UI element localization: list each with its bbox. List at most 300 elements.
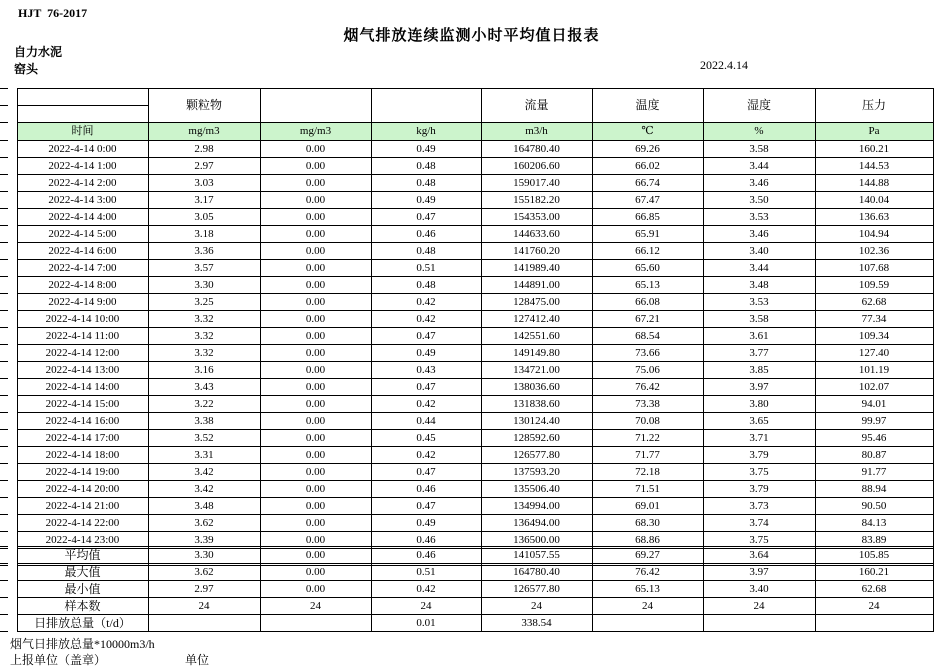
value-cell: 0.46 bbox=[371, 532, 481, 549]
column-group-header: 温度 bbox=[592, 89, 703, 123]
time-cell: 2022-4-14 21:00 bbox=[17, 498, 148, 515]
value-cell: 0.00 bbox=[260, 226, 371, 243]
sheet-edge-gap bbox=[8, 464, 17, 481]
value-cell: 69.26 bbox=[592, 141, 703, 158]
sheet-edge-gap bbox=[8, 209, 17, 226]
sheet-edge-gap bbox=[8, 106, 17, 123]
value-cell: 0.00 bbox=[260, 362, 371, 379]
value-cell: 0.42 bbox=[371, 294, 481, 311]
table-row bbox=[0, 498, 933, 515]
summary-value-cell: 24 bbox=[592, 598, 703, 615]
value-cell: 136494.00 bbox=[481, 515, 592, 532]
value-cell: 0.00 bbox=[260, 464, 371, 481]
value-cell: 66.02 bbox=[592, 158, 703, 175]
sheet-edge-gap bbox=[8, 123, 17, 141]
value-cell: 3.46 bbox=[703, 175, 815, 192]
sheet-row-edge-stub bbox=[0, 615, 8, 632]
value-cell: 0.00 bbox=[260, 260, 371, 277]
value-cell: 3.22 bbox=[148, 396, 260, 413]
summary-value-cell: 24 bbox=[260, 598, 371, 615]
sheet-row-edge-stub bbox=[0, 106, 8, 123]
summary-label: 平均值 bbox=[17, 547, 148, 564]
value-cell: 0.00 bbox=[260, 311, 371, 328]
value-cell: 62.68 bbox=[815, 294, 933, 311]
value-cell: 2.97 bbox=[148, 158, 260, 175]
value-cell: 0.44 bbox=[371, 413, 481, 430]
value-cell: 0.00 bbox=[260, 532, 371, 549]
time-cell: 2022-4-14 23:00 bbox=[17, 532, 148, 549]
summary-value-cell bbox=[592, 615, 703, 632]
value-cell: 66.12 bbox=[592, 243, 703, 260]
summary-value-cell: 164780.40 bbox=[481, 564, 592, 581]
value-cell: 65.91 bbox=[592, 226, 703, 243]
value-cell: 67.47 bbox=[592, 192, 703, 209]
value-cell: 88.94 bbox=[815, 481, 933, 498]
value-cell: 3.05 bbox=[148, 209, 260, 226]
value-cell: 0.45 bbox=[371, 430, 481, 447]
summary-value-cell: 105.85 bbox=[815, 547, 933, 564]
value-cell: 3.46 bbox=[703, 226, 815, 243]
sheet-row-edge-stub bbox=[0, 464, 8, 481]
column-group-header-empty bbox=[260, 89, 371, 123]
sheet-edge-gap bbox=[8, 226, 17, 243]
value-cell: 3.62 bbox=[148, 515, 260, 532]
value-cell: 136500.00 bbox=[481, 532, 592, 549]
table-row bbox=[0, 141, 933, 158]
sheet-edge-gap bbox=[8, 515, 17, 532]
value-cell: 75.06 bbox=[592, 362, 703, 379]
column-group-header-empty bbox=[371, 89, 481, 123]
value-cell: 0.48 bbox=[371, 175, 481, 192]
summary-value-cell: 3.30 bbox=[148, 547, 260, 564]
value-cell: 3.44 bbox=[703, 158, 815, 175]
sheet-edge-gap bbox=[8, 498, 17, 515]
summary-value-cell: 0.42 bbox=[371, 581, 481, 598]
time-header-lower-cell bbox=[17, 106, 148, 123]
value-cell: 3.32 bbox=[148, 311, 260, 328]
sheet-row-edge-stub bbox=[0, 243, 8, 260]
value-cell: 3.65 bbox=[703, 413, 815, 430]
value-cell: 144.53 bbox=[815, 158, 933, 175]
summary-value-cell: 338.54 bbox=[481, 615, 592, 632]
summary-value-cell bbox=[148, 615, 260, 632]
summary-row bbox=[0, 615, 933, 632]
summary-row bbox=[0, 581, 933, 598]
value-cell: 99.97 bbox=[815, 413, 933, 430]
value-cell: 70.08 bbox=[592, 413, 703, 430]
sheet-edge-gap bbox=[8, 158, 17, 175]
table-row bbox=[0, 277, 933, 294]
value-cell: 3.79 bbox=[703, 481, 815, 498]
summary-value-cell: 24 bbox=[703, 598, 815, 615]
summary-value-cell: 0.01 bbox=[371, 615, 481, 632]
value-cell: 141760.20 bbox=[481, 243, 592, 260]
sheet-row-edge-stub bbox=[0, 547, 8, 564]
value-cell: 0.48 bbox=[371, 158, 481, 175]
value-cell: 3.42 bbox=[148, 464, 260, 481]
table-row bbox=[0, 379, 933, 396]
sheet-row-edge-stub bbox=[0, 123, 8, 141]
summary-value-cell: 160.21 bbox=[815, 564, 933, 581]
summary-value-cell: 126577.80 bbox=[481, 581, 592, 598]
time-cell: 2022-4-14 20:00 bbox=[17, 481, 148, 498]
value-cell: 3.48 bbox=[148, 498, 260, 515]
table-row bbox=[0, 481, 933, 498]
table-row bbox=[0, 192, 933, 209]
sheet-row-edge-stub bbox=[0, 515, 8, 532]
value-cell: 137593.20 bbox=[481, 464, 592, 481]
value-cell: 0.47 bbox=[371, 209, 481, 226]
sheet-edge-gap bbox=[8, 447, 17, 464]
summary-value-cell: 3.40 bbox=[703, 581, 815, 598]
value-cell: 0.49 bbox=[371, 192, 481, 209]
value-cell: 3.32 bbox=[148, 328, 260, 345]
sheet-row-edge-stub bbox=[0, 345, 8, 362]
value-cell: 68.30 bbox=[592, 515, 703, 532]
table-row bbox=[0, 209, 933, 226]
column-group-header: 压力 bbox=[815, 89, 933, 123]
table-row bbox=[0, 311, 933, 328]
unit-header: kg/h bbox=[371, 123, 481, 141]
value-cell: 160.21 bbox=[815, 141, 933, 158]
sheet-row-edge-stub bbox=[0, 141, 8, 158]
value-cell: 159017.40 bbox=[481, 175, 592, 192]
monitoring-point-name: 窑头 bbox=[14, 62, 39, 76]
value-cell: 155182.20 bbox=[481, 192, 592, 209]
summary-table bbox=[0, 546, 934, 632]
value-cell: 154353.00 bbox=[481, 209, 592, 226]
value-cell: 0.00 bbox=[260, 515, 371, 532]
sheet-edge-gap bbox=[8, 413, 17, 430]
value-cell: 66.85 bbox=[592, 209, 703, 226]
value-cell: 0.42 bbox=[371, 311, 481, 328]
value-cell: 138036.60 bbox=[481, 379, 592, 396]
value-cell: 0.46 bbox=[371, 481, 481, 498]
table-row bbox=[0, 226, 933, 243]
summary-value-cell: 24 bbox=[815, 598, 933, 615]
value-cell: 0.47 bbox=[371, 498, 481, 515]
summary-label: 日排放总量（t/d） bbox=[17, 615, 148, 632]
sheet-edge-gap bbox=[8, 598, 17, 615]
value-cell: 136.63 bbox=[815, 209, 933, 226]
value-cell: 0.00 bbox=[260, 396, 371, 413]
sheet-row-edge-stub bbox=[0, 581, 8, 598]
value-cell: 134994.00 bbox=[481, 498, 592, 515]
value-cell: 0.00 bbox=[260, 158, 371, 175]
sheet-edge-gap bbox=[8, 430, 17, 447]
summary-label: 最大值 bbox=[17, 564, 148, 581]
sheet-row-edge-stub bbox=[0, 294, 8, 311]
unit-header: ℃ bbox=[592, 123, 703, 141]
sheet-edge-gap bbox=[8, 615, 17, 632]
column-group-header: 流量 bbox=[481, 89, 592, 123]
sheet-row-edge-stub bbox=[0, 598, 8, 615]
unit-header: Pa bbox=[815, 123, 933, 141]
company-name: 自力水泥 bbox=[14, 45, 63, 59]
time-cell: 2022-4-14 18:00 bbox=[17, 447, 148, 464]
value-cell: 144891.00 bbox=[481, 277, 592, 294]
time-cell: 2022-4-14 7:00 bbox=[17, 260, 148, 277]
summary-value-cell: 2.97 bbox=[148, 581, 260, 598]
value-cell: 3.38 bbox=[148, 413, 260, 430]
sheet-edge-gap bbox=[8, 89, 17, 106]
report-date: 2022.4.14 bbox=[700, 58, 748, 72]
value-cell: 144633.60 bbox=[481, 226, 592, 243]
value-cell: 3.39 bbox=[148, 532, 260, 549]
table-row bbox=[0, 362, 933, 379]
sheet-edge-gap bbox=[8, 379, 17, 396]
sheet-row-edge-stub bbox=[0, 413, 8, 430]
summary-row bbox=[0, 564, 933, 581]
value-cell: 3.61 bbox=[703, 328, 815, 345]
value-cell: 0.00 bbox=[260, 175, 371, 192]
value-cell: 3.17 bbox=[148, 192, 260, 209]
time-cell: 2022-4-14 14:00 bbox=[17, 379, 148, 396]
value-cell: 3.85 bbox=[703, 362, 815, 379]
value-cell: 91.77 bbox=[815, 464, 933, 481]
report-unit-label: 上报单位（盖章） bbox=[10, 653, 107, 667]
value-cell: 0.00 bbox=[260, 277, 371, 294]
value-cell: 3.44 bbox=[703, 260, 815, 277]
time-header-upper-cell bbox=[17, 89, 148, 106]
column-group-header: 颗粒物 bbox=[148, 89, 260, 123]
standard-code: HJT 76-2017 bbox=[18, 6, 88, 20]
value-cell: 3.74 bbox=[703, 515, 815, 532]
value-cell: 3.75 bbox=[703, 532, 815, 549]
time-cell: 2022-4-14 17:00 bbox=[17, 430, 148, 447]
value-cell: 104.94 bbox=[815, 226, 933, 243]
sheet-row-edge-stub bbox=[0, 430, 8, 447]
value-cell: 164780.40 bbox=[481, 141, 592, 158]
value-cell: 0.00 bbox=[260, 430, 371, 447]
value-cell: 3.71 bbox=[703, 430, 815, 447]
value-cell: 0.43 bbox=[371, 362, 481, 379]
time-cell: 2022-4-14 3:00 bbox=[17, 192, 148, 209]
value-cell: 160206.60 bbox=[481, 158, 592, 175]
value-cell: 0.00 bbox=[260, 141, 371, 158]
table-row bbox=[0, 515, 933, 532]
time-cell: 2022-4-14 22:00 bbox=[17, 515, 148, 532]
summary-value-cell: 141057.55 bbox=[481, 547, 592, 564]
value-cell: 0.00 bbox=[260, 243, 371, 260]
sheet-row-edge-stub bbox=[0, 158, 8, 175]
value-cell: 84.13 bbox=[815, 515, 933, 532]
value-cell: 109.59 bbox=[815, 277, 933, 294]
value-cell: 3.50 bbox=[703, 192, 815, 209]
sheet-edge-gap bbox=[8, 547, 17, 564]
sheet-row-edge-stub bbox=[0, 328, 8, 345]
sheet-row-edge-stub bbox=[0, 260, 8, 277]
value-cell: 73.38 bbox=[592, 396, 703, 413]
value-cell: 69.01 bbox=[592, 498, 703, 515]
summary-label: 样本数 bbox=[17, 598, 148, 615]
value-cell: 2.98 bbox=[148, 141, 260, 158]
value-cell: 130124.40 bbox=[481, 413, 592, 430]
value-cell: 71.51 bbox=[592, 481, 703, 498]
sheet-edge-gap bbox=[8, 345, 17, 362]
value-cell: 3.40 bbox=[703, 243, 815, 260]
summary-value-cell bbox=[260, 615, 371, 632]
unit-header: m3/h bbox=[481, 123, 592, 141]
sheet-edge-gap bbox=[8, 175, 17, 192]
sheet-row-edge-stub bbox=[0, 379, 8, 396]
value-cell: 72.18 bbox=[592, 464, 703, 481]
sheet-edge-gap bbox=[8, 396, 17, 413]
sheet-edge-gap bbox=[8, 581, 17, 598]
value-cell: 3.18 bbox=[148, 226, 260, 243]
sheet-row-edge-stub bbox=[0, 396, 8, 413]
value-cell: 66.08 bbox=[592, 294, 703, 311]
table-row bbox=[0, 243, 933, 260]
table-row bbox=[0, 345, 933, 362]
value-cell: 65.13 bbox=[592, 277, 703, 294]
value-cell: 141989.40 bbox=[481, 260, 592, 277]
sheet-row-edge-stub bbox=[0, 175, 8, 192]
value-cell: 126577.80 bbox=[481, 447, 592, 464]
unit-label: 单位 bbox=[185, 653, 210, 667]
table-row bbox=[0, 447, 933, 464]
value-cell: 0.00 bbox=[260, 345, 371, 362]
value-cell: 3.32 bbox=[148, 345, 260, 362]
table-row bbox=[0, 260, 933, 277]
unit-header: % bbox=[703, 123, 815, 141]
value-cell: 94.01 bbox=[815, 396, 933, 413]
summary-value-cell: 24 bbox=[148, 598, 260, 615]
sheet-row-edge-stub bbox=[0, 447, 8, 464]
time-cell: 2022-4-14 8:00 bbox=[17, 277, 148, 294]
value-cell: 0.49 bbox=[371, 515, 481, 532]
value-cell: 3.31 bbox=[148, 447, 260, 464]
time-cell: 2022-4-14 16:00 bbox=[17, 413, 148, 430]
value-cell: 3.52 bbox=[148, 430, 260, 447]
value-cell: 0.00 bbox=[260, 481, 371, 498]
sheet-row-edge-stub bbox=[0, 311, 8, 328]
value-cell: 0.00 bbox=[260, 447, 371, 464]
sheet-edge-gap bbox=[8, 311, 17, 328]
value-cell: 3.03 bbox=[148, 175, 260, 192]
summary-value-cell bbox=[703, 615, 815, 632]
time-cell: 2022-4-14 12:00 bbox=[17, 345, 148, 362]
value-cell: 0.42 bbox=[371, 447, 481, 464]
value-cell: 71.22 bbox=[592, 430, 703, 447]
sheet-edge-gap bbox=[8, 260, 17, 277]
sheet-edge-gap bbox=[8, 362, 17, 379]
time-cell: 2022-4-14 11:00 bbox=[17, 328, 148, 345]
value-cell: 149149.80 bbox=[481, 345, 592, 362]
summary-value-cell: 76.42 bbox=[592, 564, 703, 581]
sheet-row-edge-stub bbox=[0, 89, 8, 106]
flow-total-note: 烟气日排放总量*10000m3/h bbox=[10, 637, 155, 651]
summary-label: 最小值 bbox=[17, 581, 148, 598]
time-cell: 2022-4-14 19:00 bbox=[17, 464, 148, 481]
value-cell: 0.49 bbox=[371, 345, 481, 362]
summary-value-cell bbox=[815, 615, 933, 632]
table-row bbox=[0, 430, 933, 447]
value-cell: 65.60 bbox=[592, 260, 703, 277]
table-row bbox=[0, 175, 933, 192]
time-cell: 2022-4-14 10:00 bbox=[17, 311, 148, 328]
value-cell: 3.53 bbox=[703, 294, 815, 311]
table-row bbox=[0, 294, 933, 311]
time-cell: 2022-4-14 0:00 bbox=[17, 141, 148, 158]
summary-value-cell: 3.64 bbox=[703, 547, 815, 564]
summary-row bbox=[0, 547, 933, 564]
value-cell: 3.73 bbox=[703, 498, 815, 515]
value-cell: 71.77 bbox=[592, 447, 703, 464]
sheet-edge-gap bbox=[8, 277, 17, 294]
sheet-edge-gap bbox=[8, 294, 17, 311]
value-cell: 0.51 bbox=[371, 260, 481, 277]
value-cell: 142551.60 bbox=[481, 328, 592, 345]
sheet-row-edge-stub bbox=[0, 481, 8, 498]
summary-value-cell: 24 bbox=[371, 598, 481, 615]
value-cell: 3.53 bbox=[703, 209, 815, 226]
value-cell: 0.42 bbox=[371, 396, 481, 413]
value-cell: 102.07 bbox=[815, 379, 933, 396]
table-row bbox=[0, 158, 933, 175]
value-cell: 127.40 bbox=[815, 345, 933, 362]
summary-value-cell: 0.00 bbox=[260, 581, 371, 598]
summary-value-cell: 3.62 bbox=[148, 564, 260, 581]
time-cell: 2022-4-14 15:00 bbox=[17, 396, 148, 413]
summary-value-cell: 0.00 bbox=[260, 564, 371, 581]
value-cell: 0.47 bbox=[371, 328, 481, 345]
summary-value-cell: 0.00 bbox=[260, 547, 371, 564]
summary-value-cell: 69.27 bbox=[592, 547, 703, 564]
value-cell: 77.34 bbox=[815, 311, 933, 328]
value-cell: 134721.00 bbox=[481, 362, 592, 379]
sheet-edge-gap bbox=[8, 192, 17, 209]
value-cell: 3.58 bbox=[703, 141, 815, 158]
sheet-row-edge-stub bbox=[0, 498, 8, 515]
summary-value-cell: 0.46 bbox=[371, 547, 481, 564]
value-cell: 3.36 bbox=[148, 243, 260, 260]
table-row bbox=[0, 396, 933, 413]
time-cell: 2022-4-14 2:00 bbox=[17, 175, 148, 192]
value-cell: 95.46 bbox=[815, 430, 933, 447]
report-title: 烟气排放连续监测小时平均值日报表 bbox=[343, 28, 600, 44]
summary-row bbox=[0, 598, 933, 615]
value-cell: 102.36 bbox=[815, 243, 933, 260]
summary-value-cell: 24 bbox=[481, 598, 592, 615]
value-cell: 3.42 bbox=[148, 481, 260, 498]
time-cell: 2022-4-14 5:00 bbox=[17, 226, 148, 243]
value-cell: 131838.60 bbox=[481, 396, 592, 413]
summary-value-cell: 65.13 bbox=[592, 581, 703, 598]
value-cell: 0.49 bbox=[371, 141, 481, 158]
value-cell: 101.19 bbox=[815, 362, 933, 379]
value-cell: 3.79 bbox=[703, 447, 815, 464]
sheet-row-edge-stub bbox=[0, 564, 8, 581]
value-cell: 0.46 bbox=[371, 226, 481, 243]
sheet-edge-gap bbox=[8, 481, 17, 498]
value-cell: 3.80 bbox=[703, 396, 815, 413]
value-cell: 3.75 bbox=[703, 464, 815, 481]
value-cell: 135506.40 bbox=[481, 481, 592, 498]
value-cell: 66.74 bbox=[592, 175, 703, 192]
sheet-row-edge-stub bbox=[0, 192, 8, 209]
summary-value-cell: 0.51 bbox=[371, 564, 481, 581]
value-cell: 0.00 bbox=[260, 498, 371, 515]
unit-header: mg/m3 bbox=[260, 123, 371, 141]
time-cell: 2022-4-14 6:00 bbox=[17, 243, 148, 260]
table-row bbox=[0, 413, 933, 430]
value-cell: 3.25 bbox=[148, 294, 260, 311]
value-cell: 90.50 bbox=[815, 498, 933, 515]
sheet-row-edge-stub bbox=[0, 362, 8, 379]
summary-value-cell: 3.97 bbox=[703, 564, 815, 581]
value-cell: 3.57 bbox=[148, 260, 260, 277]
